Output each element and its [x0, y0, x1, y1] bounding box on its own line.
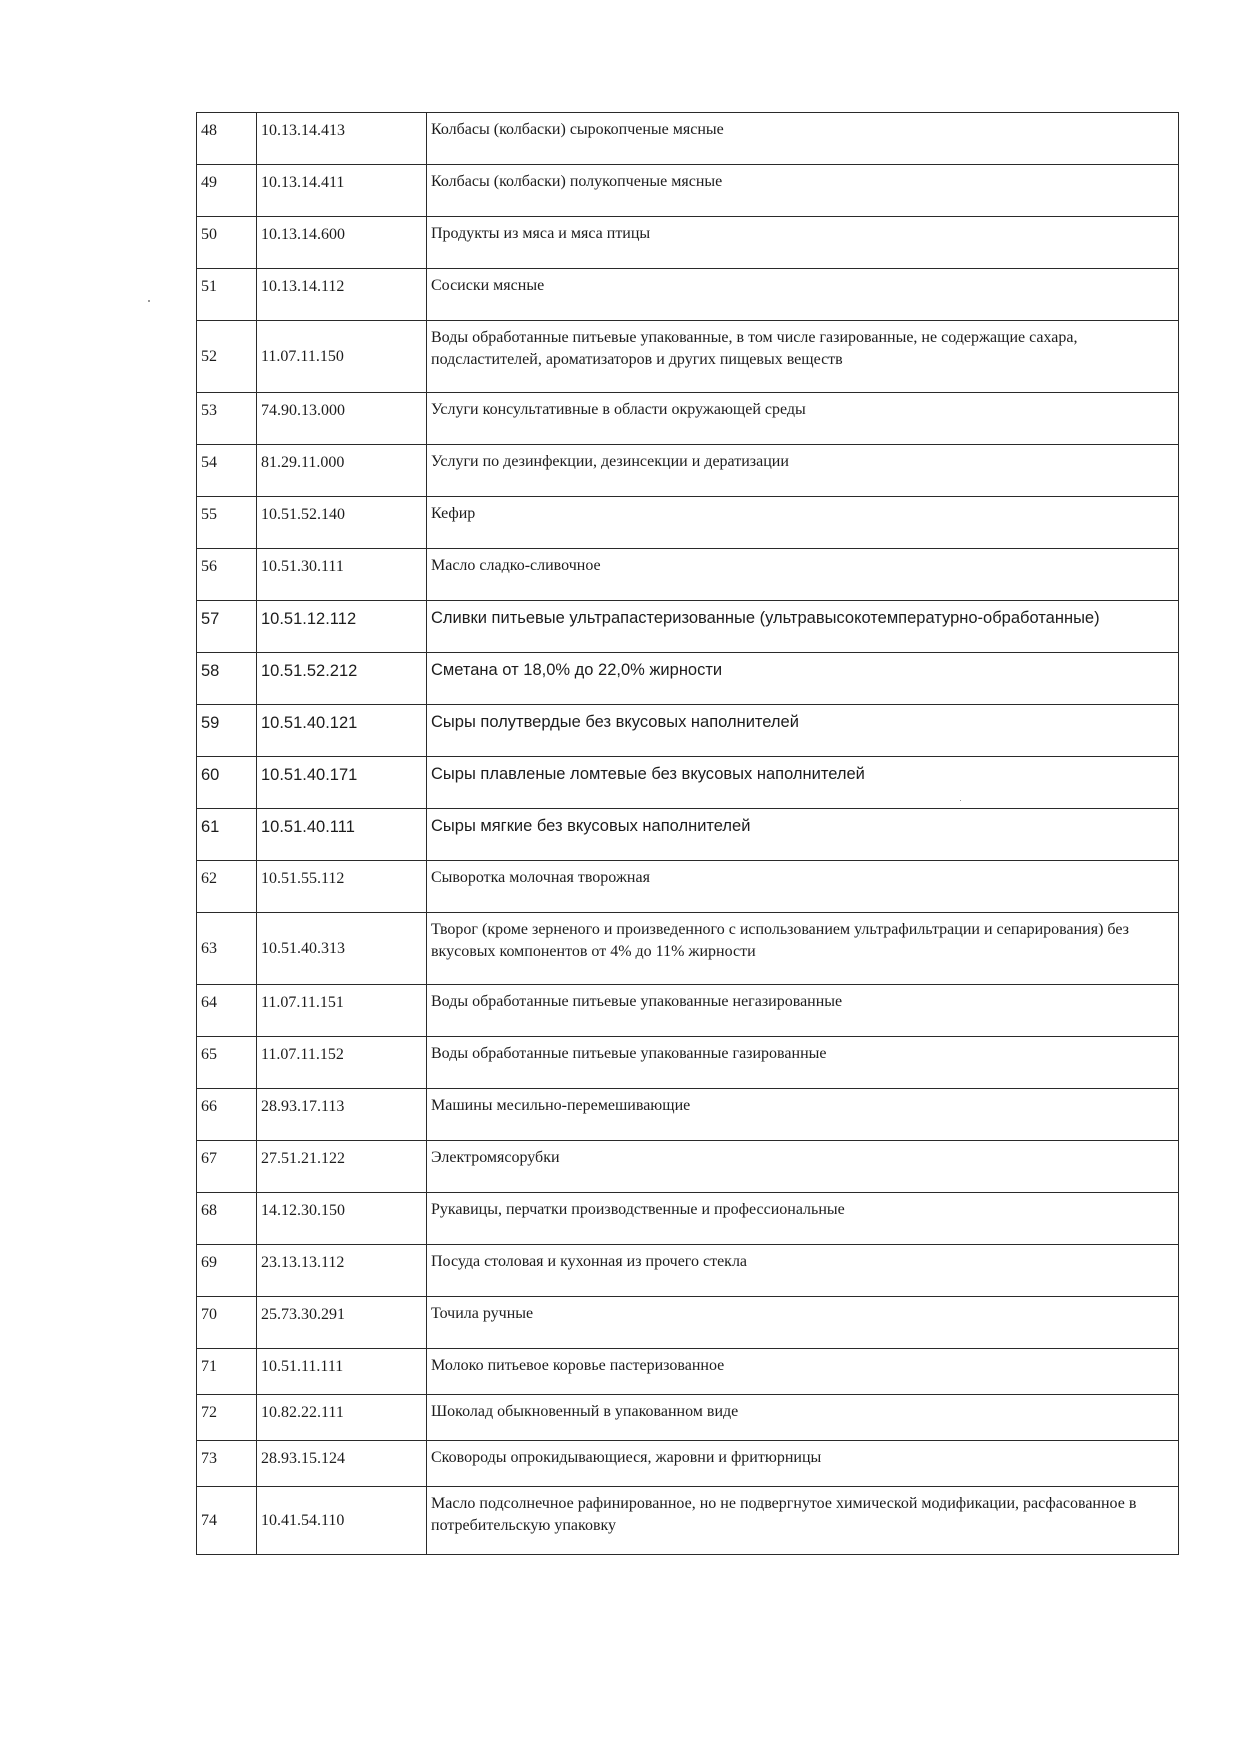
item-name: Посуда столовая и кухонная из прочего стекла	[427, 1245, 1179, 1297]
row-number: 54	[197, 445, 257, 497]
okpd-code: 81.29.11.000	[257, 445, 427, 497]
table-row	[197, 497, 1179, 549]
table-row	[197, 1141, 1179, 1193]
row-number: 70	[197, 1297, 257, 1349]
table-row	[197, 1089, 1179, 1141]
okpd-code: 10.41.54.110	[257, 1487, 427, 1555]
row-number: 55	[197, 497, 257, 549]
row-number: 72	[197, 1395, 257, 1441]
okpd-code: 10.51.55.112	[257, 861, 427, 913]
item-name: Воды обработанные питьевые упакованные, в том числе газированные, не содержащие сахара, подсластителей, ароматизаторов и других пищевых веществ	[427, 321, 1179, 393]
okpd-code: 11.07.11.150	[257, 321, 427, 393]
item-name: Сыры полутвердые без вкусовых наполнителей	[427, 705, 1179, 757]
table-row	[197, 1441, 1179, 1487]
row-number: 49	[197, 165, 257, 217]
row-number: 56	[197, 549, 257, 601]
table-row	[197, 653, 1179, 705]
row-number: 69	[197, 1245, 257, 1297]
table-row	[197, 393, 1179, 445]
row-number: 68	[197, 1193, 257, 1245]
okpd-code: 10.82.22.111	[257, 1395, 427, 1441]
okpd-code: 10.13.14.411	[257, 165, 427, 217]
okpd-code: 23.13.13.112	[257, 1245, 427, 1297]
row-number: 74	[197, 1487, 257, 1555]
okpd-code: 28.93.17.113	[257, 1089, 427, 1141]
item-name: Масло сладко-сливочное	[427, 549, 1179, 601]
row-number: 63	[197, 913, 257, 985]
item-name: Воды обработанные питьевые упакованные газированные	[427, 1037, 1179, 1089]
row-number: 62	[197, 861, 257, 913]
table-row	[197, 757, 1179, 809]
row-number: 59	[197, 705, 257, 757]
row-number: 71	[197, 1349, 257, 1395]
row-number: 48	[197, 113, 257, 165]
item-name: Колбасы (колбаски) полукопченые мясные	[427, 165, 1179, 217]
okpd-code: 10.51.30.111	[257, 549, 427, 601]
table-row	[197, 601, 1179, 653]
item-name: Продукты из мяса и мяса птицы	[427, 217, 1179, 269]
table-row	[197, 705, 1179, 757]
item-name: Рукавицы, перчатки производственные и профессиональные	[427, 1193, 1179, 1245]
okpd-code: 10.13.14.600	[257, 217, 427, 269]
item-name: Сыры плавленые ломтевые без вкусовых наполнителей	[427, 757, 1179, 809]
table-row	[197, 1395, 1179, 1441]
item-name: Молоко питьевое коровье пастеризованное	[427, 1349, 1179, 1395]
okpd-code: 10.51.40.171	[257, 757, 427, 809]
table-row	[197, 913, 1179, 985]
item-name: Машины месильно-перемешивающие	[427, 1089, 1179, 1141]
scan-speck	[148, 300, 150, 302]
okpd-code: 11.07.11.151	[257, 985, 427, 1037]
table-row	[197, 985, 1179, 1037]
row-number: 65	[197, 1037, 257, 1089]
item-name: Услуги консультативные в области окружающей среды	[427, 393, 1179, 445]
table-row	[197, 1193, 1179, 1245]
item-name: Кефир	[427, 497, 1179, 549]
okpd-code: 10.51.40.313	[257, 913, 427, 985]
row-number: 53	[197, 393, 257, 445]
table-row	[197, 1297, 1179, 1349]
okpd-code: 11.07.11.152	[257, 1037, 427, 1089]
item-name: Творог (кроме зерненого и произведенного с использованием ультрафильтрации и сепарирования) без вкусовых компонентов от 4% до 11% жирности	[427, 913, 1179, 985]
table-row	[197, 445, 1179, 497]
item-name: Сковороды опрокидывающиеся, жаровни и фритюрницы	[427, 1441, 1179, 1487]
table-body	[197, 113, 1179, 1555]
item-name: Сметана от 18,0% до 22,0% жирности	[427, 653, 1179, 705]
table-row	[197, 861, 1179, 913]
okpd-code: 14.12.30.150	[257, 1193, 427, 1245]
okpd-code: 27.51.21.122	[257, 1141, 427, 1193]
okpd-code: 10.13.14.413	[257, 113, 427, 165]
table-row	[197, 1037, 1179, 1089]
item-name: Масло подсолнечное рафинированное, но не подвергнутое химической модификации, расфасованное в потребительскую упаковку	[427, 1487, 1179, 1555]
okpd-code: 74.90.13.000	[257, 393, 427, 445]
table-row	[197, 165, 1179, 217]
row-number: 61	[197, 809, 257, 861]
row-number: 50	[197, 217, 257, 269]
row-number: 67	[197, 1141, 257, 1193]
table-row	[197, 217, 1179, 269]
table-row	[197, 113, 1179, 165]
okpd-code: 10.51.40.111	[257, 809, 427, 861]
row-number: 73	[197, 1441, 257, 1487]
item-name: Сосиски мясные	[427, 269, 1179, 321]
item-name: Сыворотка молочная творожная	[427, 861, 1179, 913]
item-name: Сыры мягкие без вкусовых наполнителей	[427, 809, 1179, 861]
row-number: 58	[197, 653, 257, 705]
item-name: Колбасы (колбаски) сырокопченые мясные	[427, 113, 1179, 165]
item-name: Электромясорубки	[427, 1141, 1179, 1193]
okpd-codes-table	[196, 112, 1179, 1555]
table-row	[197, 549, 1179, 601]
item-name: Шоколад обыкновенный в упакованном виде	[427, 1395, 1179, 1441]
table-row	[197, 809, 1179, 861]
row-number: 51	[197, 269, 257, 321]
table-row	[197, 1487, 1179, 1555]
okpd-code: 10.51.11.111	[257, 1349, 427, 1395]
okpd-code: 10.51.52.140	[257, 497, 427, 549]
item-name: Сливки питьевые ультрапастеризованные (ультравысокотемпературно-обработанные)	[427, 601, 1179, 653]
table-row	[197, 1349, 1179, 1395]
table-row	[197, 321, 1179, 393]
item-name: Воды обработанные питьевые упакованные негазированные	[427, 985, 1179, 1037]
table-row	[197, 269, 1179, 321]
item-name: Услуги по дезинфекции, дезинсекции и дератизации	[427, 445, 1179, 497]
okpd-code: 10.51.52.212	[257, 653, 427, 705]
table-row	[197, 1245, 1179, 1297]
okpd-code: 10.13.14.112	[257, 269, 427, 321]
row-number: 66	[197, 1089, 257, 1141]
okpd-code: 10.51.12.112	[257, 601, 427, 653]
okpd-code: 10.51.40.121	[257, 705, 427, 757]
row-number: 60	[197, 757, 257, 809]
item-name: Точила ручные	[427, 1297, 1179, 1349]
row-number: 64	[197, 985, 257, 1037]
row-number: 57	[197, 601, 257, 653]
row-number: 52	[197, 321, 257, 393]
okpd-code: 25.73.30.291	[257, 1297, 427, 1349]
okpd-code: 28.93.15.124	[257, 1441, 427, 1487]
